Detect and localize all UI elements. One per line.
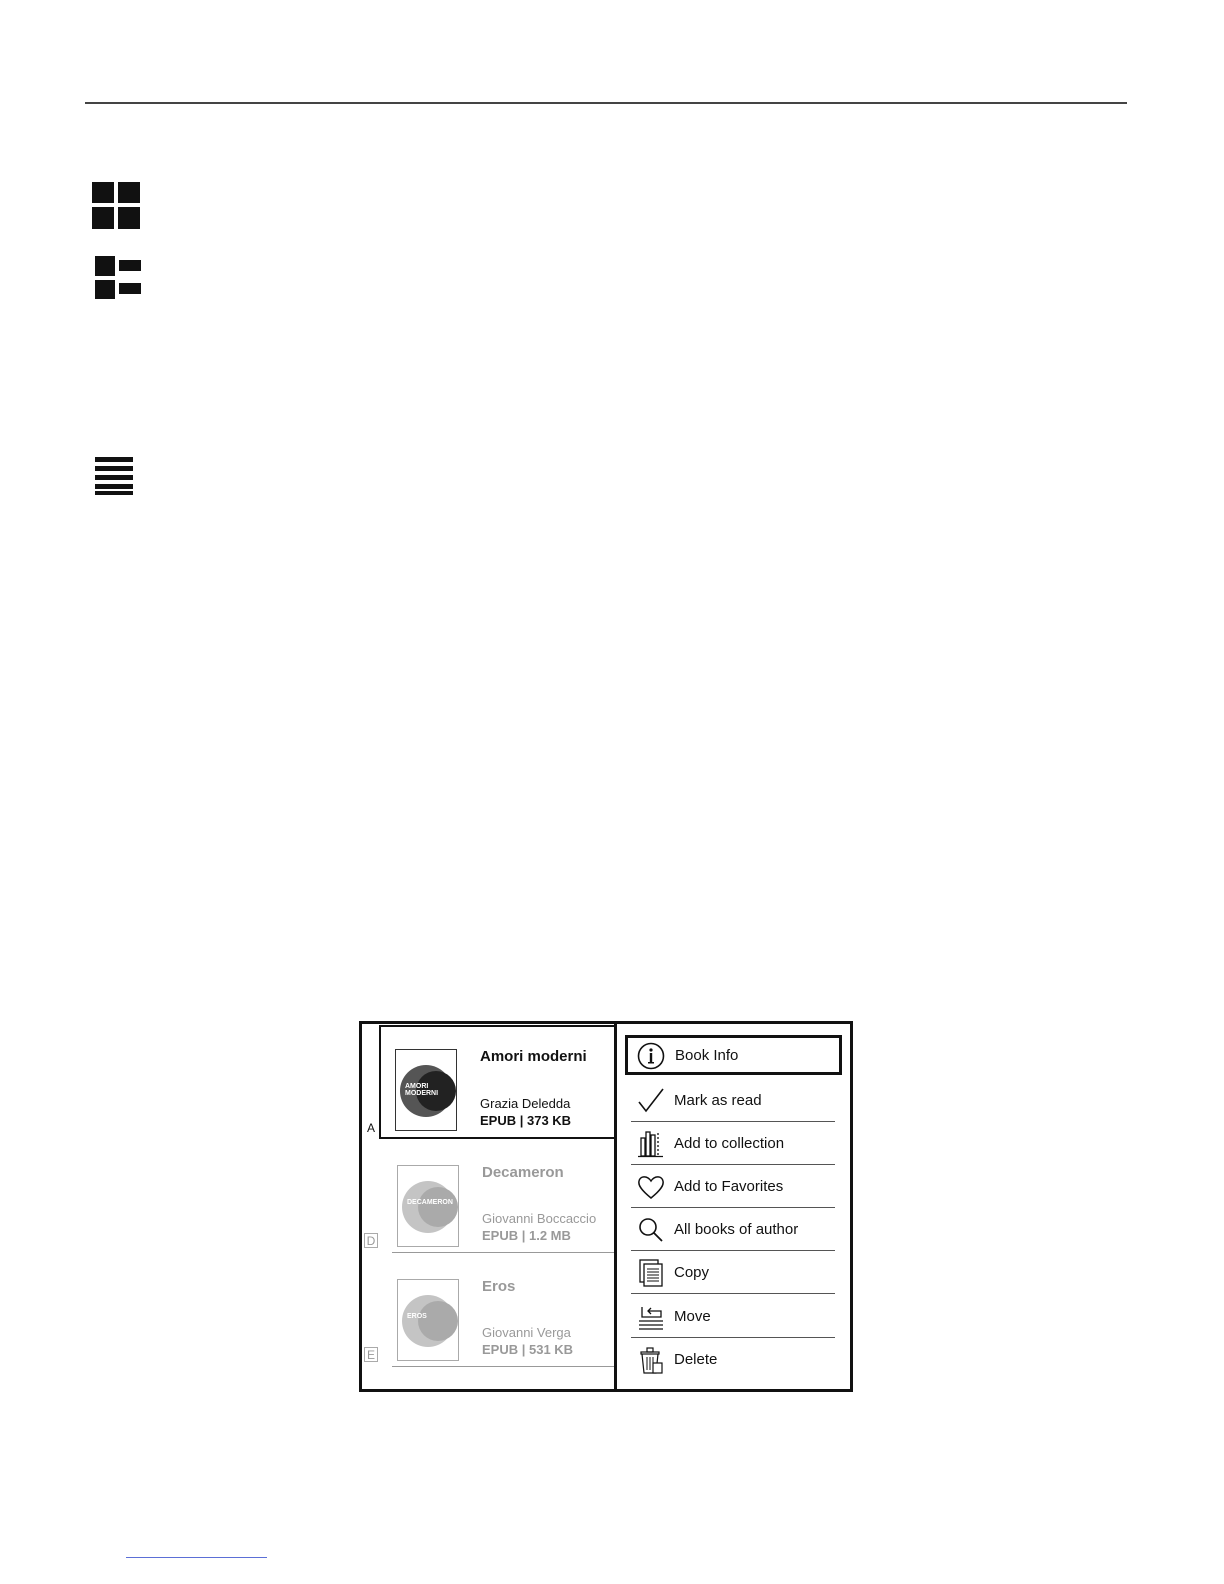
menu-item-delete[interactable] [631, 1338, 835, 1381]
menu-item-book-info[interactable] [625, 1035, 842, 1075]
book-row[interactable] [362, 1253, 614, 1367]
book-cover [397, 1279, 459, 1361]
info-icon [637, 1042, 665, 1070]
cover-title: EROS [407, 1313, 427, 1320]
menu-item-label: Add to collection [674, 1135, 785, 1152]
menu-item-label: Delete [674, 1351, 718, 1368]
collection-icon [637, 1130, 665, 1158]
header-rule [85, 102, 1127, 104]
menu-item-label: Mark as read [674, 1092, 762, 1109]
menu-item-label: Move [674, 1308, 711, 1325]
book-cover [397, 1165, 459, 1247]
footnote-rule [126, 1557, 267, 1558]
trash-icon [637, 1346, 665, 1374]
menu-item-mark-as-read[interactable] [631, 1079, 835, 1122]
menu-item-label: Book Info [675, 1047, 739, 1064]
book-row[interactable] [362, 1139, 614, 1253]
book-author: Giovanni Boccaccio [482, 1211, 597, 1226]
book-title: Amori moderni [480, 1048, 587, 1065]
book-format-size: EPUB | 373 KB [480, 1113, 572, 1128]
menu-item-label: Copy [674, 1264, 710, 1281]
menu-item-add-to-collection[interactable] [631, 1122, 835, 1165]
heart-icon [637, 1173, 665, 1201]
context-menu [617, 1024, 850, 1389]
move-icon [637, 1303, 665, 1331]
book-title: Eros [482, 1278, 516, 1295]
cover-title: DECAMERON [407, 1199, 453, 1206]
menu-item-label: Add to Favorites [674, 1178, 784, 1195]
alphabet-letter: E [364, 1347, 378, 1362]
library-context-menu-screenshot [359, 1021, 853, 1392]
book-list [362, 1024, 617, 1389]
checkmark-icon [637, 1087, 665, 1115]
compact-tiles-view-icon [95, 256, 143, 300]
menu-item-all-books-of-author[interactable] [631, 1208, 835, 1251]
menu-item-move[interactable] [631, 1295, 835, 1338]
book-format-size: EPUB | 531 KB [482, 1342, 574, 1357]
search-icon [637, 1216, 665, 1244]
book-author: Giovanni Verga [482, 1325, 571, 1340]
book-title: Decameron [482, 1164, 564, 1181]
menu-item-add-to-favorites[interactable] [631, 1165, 835, 1208]
copy-icon [637, 1259, 665, 1287]
menu-item-label: All books of author [674, 1221, 799, 1238]
book-author: Grazia Deledda [480, 1096, 571, 1111]
book-cover [395, 1049, 457, 1131]
row-divider [392, 1366, 614, 1367]
alphabet-letter: D [364, 1233, 378, 1248]
book-format-size: EPUB | 1.2 MB [482, 1228, 571, 1243]
menu-item-copy[interactable] [631, 1251, 835, 1294]
list-view-icon [95, 456, 135, 496]
alphabet-letter: A [364, 1120, 378, 1135]
menu-divider [631, 1293, 835, 1294]
cover-title: AMORI MODERNI [405, 1083, 439, 1097]
book-row[interactable] [379, 1025, 616, 1139]
tiles-view-icon [92, 182, 142, 230]
